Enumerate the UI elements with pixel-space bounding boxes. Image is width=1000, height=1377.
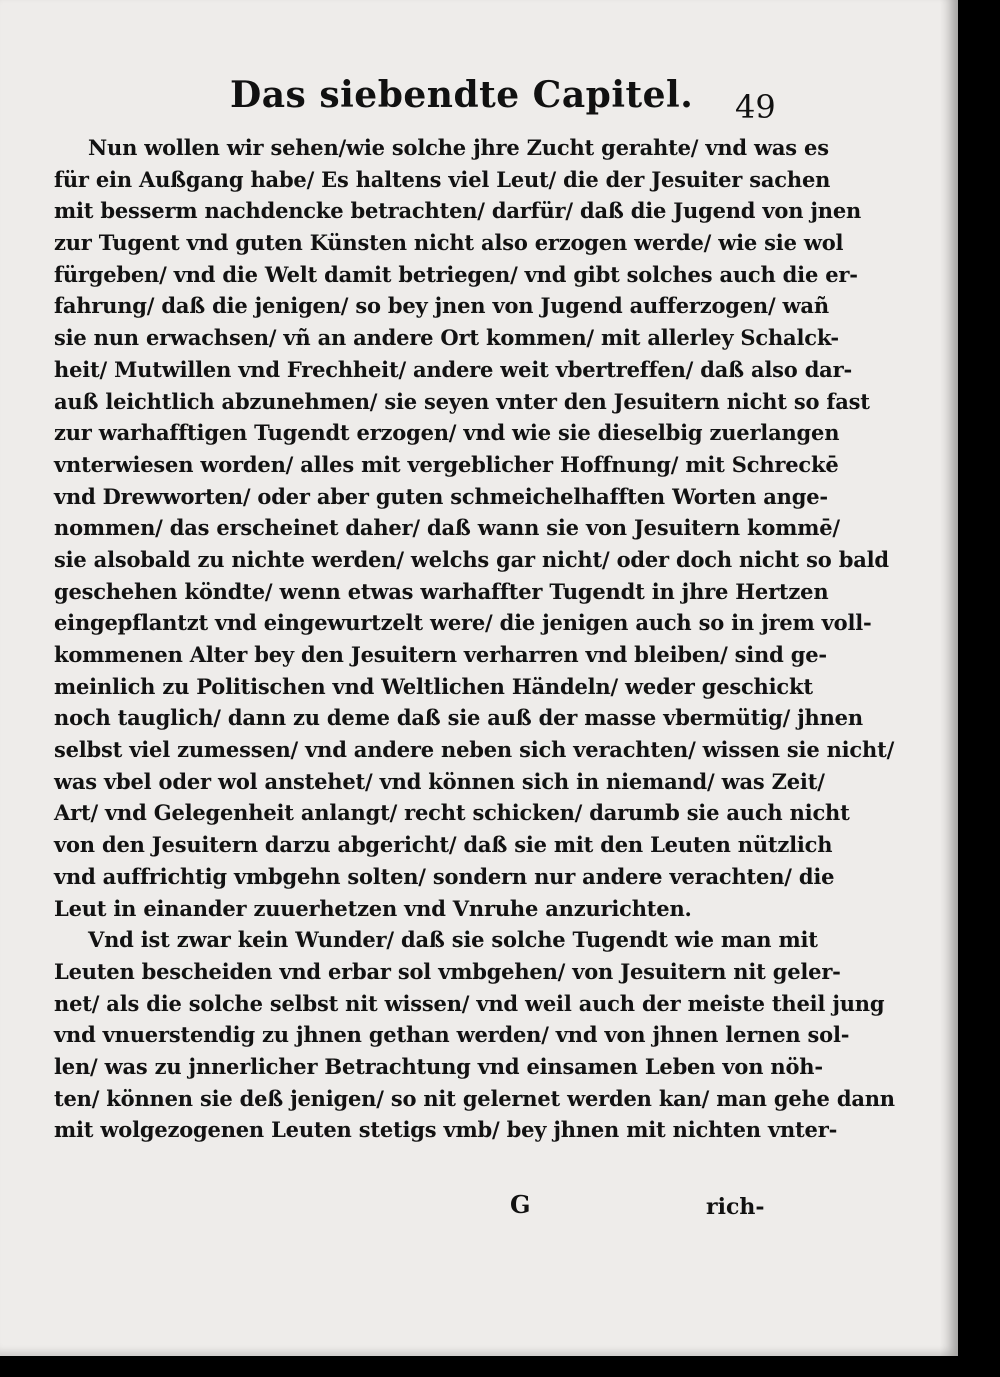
text-line: vnterwiesen worden/ alles mit vergeblicher Hoffnung/ mit Schreckē: [54, 451, 839, 477]
page-header: [0, 74, 958, 134]
text-line: vnd Drewworten/ oder aber guten schmeichelhafften Worten ange-: [54, 483, 828, 509]
text-line: von den Jesuitern darzu abgericht/ daß sie mit den Leuten nützlich: [54, 832, 833, 858]
page-footer: [0, 1190, 958, 1230]
text-line: Leuten bescheiden vnd erbar sol vmbgehen/ von Jesuitern nit geler-: [54, 958, 841, 984]
text-line: ten/ können sie deß jenigen/ so nit gelernet werden kan/ man gehe dann: [54, 1085, 895, 1111]
text-line: eingepflantzt vnd eingewurtzelt were/ die jenigen auch so in jrem voll-: [54, 610, 872, 636]
text-line: auß leichtlich abzunehmen/ sie seyen vnter den Jesuitern nicht so fast: [54, 388, 870, 414]
text-line: fürgeben/ vnd die Welt damit betriegen/ vnd gibt solches auch die er-: [54, 261, 858, 287]
text-line: meinlich zu Politischen vnd Weltlichen Händeln/ weder geschickt: [54, 673, 813, 699]
text-line: nommen/ das erscheinet daher/ daß wann sie von Jesuitern kommē/: [54, 515, 840, 541]
text-line: mit wolgezogenen Leuten stetigs vmb/ bey jhnen mit nichten vnter-: [54, 1117, 838, 1143]
text-line: len/ was zu jnnerlicher Betrachtung vnd einsamen Leben von nöh-: [54, 1053, 823, 1079]
text-line: vnd vnuerstendig zu jhnen gethan werden/ vnd von jhnen lernen sol-: [54, 1022, 850, 1048]
text-line: fahrung/ daß die jenigen/ so bey jnen von Jugend aufferzogen/ wañ: [54, 293, 829, 319]
text-line: net/ als die solche selbst nit wissen/ vnd weil auch der meiste theil jung: [54, 990, 885, 1016]
text-line: Leut in einander zuuerhetzen vnd Vnruhe anzurichten.: [54, 895, 692, 921]
running-head: Das siebendte Capitel.: [230, 74, 694, 116]
text-line: heit/ Mutwillen vnd Frechheit/ andere weit vbertreffen/ daß also dar-: [54, 356, 852, 382]
text-line: mit besserm nachdencke betrachten/ darfür/ daß die Jugend von jnen: [54, 198, 862, 224]
text-line: zur warhafftigen Tugendt erzogen/ vnd wie sie dieselbig zuerlangen: [54, 420, 840, 446]
text-line: Nun wollen wir sehen/wie solche jhre Zucht gerahte/ vnd was es: [88, 135, 829, 160]
body-text: [24, 132, 895, 1146]
text-line: Art/ vnd Gelegenheit anlangt/ recht schicken/ darumb sie auch nicht: [54, 800, 850, 826]
text-line: noch tauglich/ dann zu deme daß sie auß der masse vbermütig/ jhnen: [54, 705, 863, 731]
text-line: sie alsobald zu nichte werden/ welchs gar nicht/ oder doch nicht so bald: [54, 546, 889, 572]
text-line: sie nun erwachsen/ vñ an andere Ort kommen/ mit allerley Schalck-: [54, 325, 839, 351]
text-line: vnd auffrichtig vmbgehn solten/ sondern nur andere verachten/ die: [54, 863, 835, 889]
page-number: 49: [735, 88, 776, 126]
text-line: für ein Außgang habe/ Es haltens viel Leut/ die der Jesuiter sachen: [54, 166, 831, 192]
catchword: rich-: [706, 1194, 765, 1220]
text-line: was vbel oder wol anstehet/ vnd können sich in niemand/ was Zeit/: [54, 768, 825, 794]
text-line: selbst viel zumessen/ vnd andere neben sich verachten/ wissen sie nicht/: [54, 737, 895, 763]
text-line: kommenen Alter bey den Jesuitern verharren vnd bleiben/ sind ge-: [54, 642, 827, 667]
text-line: Vnd ist zwar kein Wunder/ daß sie solche Tugendt wie man mit: [88, 927, 818, 953]
text-line: geschehen köndte/ wenn etwas warhaffter Tugendt in jhre Hertzen: [54, 578, 829, 604]
text-line: zur Tugent vnd guten Künsten nicht also erzogen werde/ wie sie wol: [54, 230, 844, 256]
signature-mark: G: [510, 1190, 531, 1219]
